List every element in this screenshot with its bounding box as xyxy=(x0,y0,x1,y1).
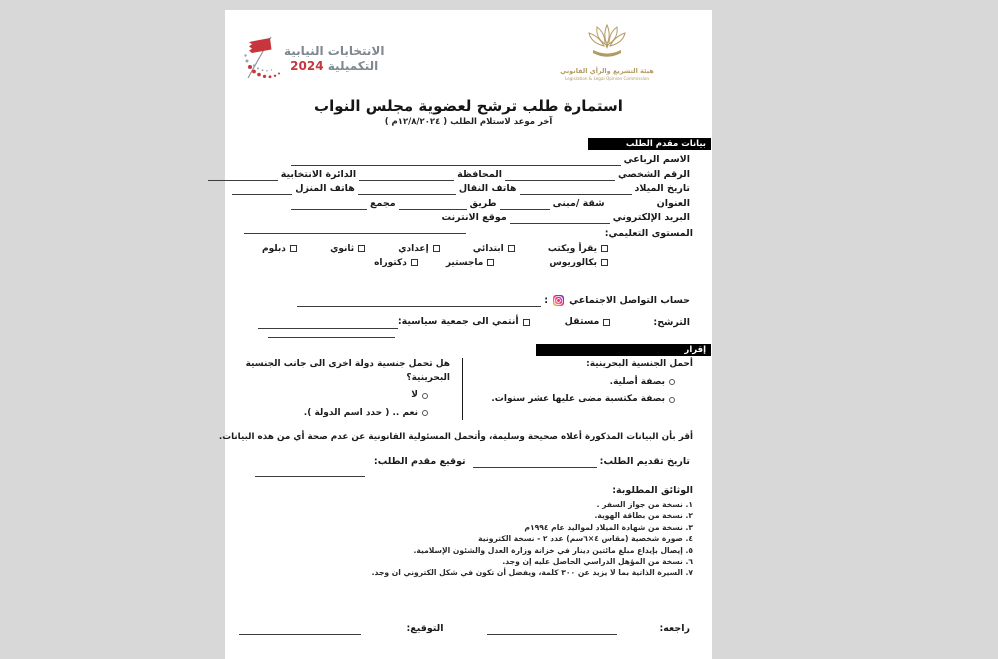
flat-building-input-line[interactable] xyxy=(500,200,550,210)
reviewed-by-label: راجعه: xyxy=(659,623,690,635)
governorate-label: المحافظة xyxy=(457,168,502,180)
social-media-label: حساب التواصل الاجتماعي xyxy=(569,295,690,307)
radio-icon[interactable] xyxy=(669,397,675,403)
party-name-input-line-2[interactable] xyxy=(268,328,395,338)
document-item: ٧. السيرة الذاتية بما لا يزيد عن ٣٠٠ كلمة، ويفضل أن تكون في شكل الكتروني ان وجد. xyxy=(371,568,693,578)
mobile-input-line[interactable] xyxy=(358,185,456,195)
nationality-column xyxy=(462,358,693,420)
nationality-option-original[interactable] xyxy=(471,376,675,390)
applicant-signature-label: توقيع مقدم الطلب: xyxy=(373,456,466,468)
legislation-commission-logo xyxy=(542,22,672,81)
education-option-label: ثانوي xyxy=(330,243,355,254)
row-address xyxy=(240,195,693,209)
radio-icon[interactable] xyxy=(422,410,428,416)
nationality-option-label: بصفة مكتسبة مضى عليها عشر سنوات. xyxy=(491,394,665,404)
declaration-statement: أقر بأن البيانات المذكورة أعلاه صحيحة وسليمة، وأتحمل المسئولية القانونية عن عدم صحة أي من هذه البيانات. xyxy=(218,432,693,442)
commission-name-arabic: هيئة التشريع والرأي القانوني xyxy=(560,67,654,76)
education-option-diploma[interactable] xyxy=(262,244,297,254)
education-option-label: ماجستير xyxy=(445,257,484,268)
candidacy-extra-line-row xyxy=(240,328,693,338)
checkbox-icon[interactable] xyxy=(290,245,297,252)
education-option-label: دكتوراه xyxy=(374,257,407,268)
birth-date-input-line[interactable] xyxy=(520,185,632,195)
form-deadline: آخر موعد لاستلام الطلب ( ١٢/٨/٢٠٢٤م ) xyxy=(384,117,553,127)
bahrain-flag-swoosh-icon xyxy=(241,34,281,84)
nationality-option-acquired[interactable] xyxy=(471,393,675,407)
education-row-1 xyxy=(262,242,608,256)
lotus-book-emblem-icon xyxy=(584,49,630,68)
declaration-columns xyxy=(240,358,693,420)
reviewer-signature-label: التوقيع: xyxy=(406,623,444,635)
education-row-2 xyxy=(240,256,608,270)
document-item: ٥. إيصال بإيداع مبلغ مائتين دينار في خزانة وزارة العدل والشئون الإسلامية. xyxy=(413,545,693,555)
documents-section xyxy=(240,485,693,579)
reviewed-by-input-line[interactable] xyxy=(487,625,617,635)
birth-date-label: تاريخ الميلاد xyxy=(634,183,690,195)
section-header-declaration: إقرار xyxy=(536,344,711,356)
row-full-name xyxy=(240,152,693,166)
email-label: البريد الإلكتروني xyxy=(612,212,690,224)
candidacy-option-independent[interactable] xyxy=(565,317,611,328)
block-input-line[interactable] xyxy=(291,200,367,210)
checkbox-icon[interactable] xyxy=(433,245,440,252)
education-option-label: بكالوريوس xyxy=(549,257,597,268)
education-option-label: ابتدائي xyxy=(472,243,504,254)
dual-option-no[interactable] xyxy=(240,389,428,403)
applicant-fields xyxy=(240,152,693,234)
dual-option-label: لا xyxy=(411,390,418,400)
document-item: ٢. نسخة من بطاقة الهوية. xyxy=(594,511,693,521)
radio-icon[interactable] xyxy=(422,393,428,399)
education-option-primary[interactable] xyxy=(473,244,515,254)
education-label: المستوى التعليمي: xyxy=(604,228,693,239)
checkbox-icon[interactable] xyxy=(603,319,610,326)
personal-number-input-line[interactable] xyxy=(505,171,615,181)
education-option-master[interactable] xyxy=(446,258,495,268)
dual-nationality-column xyxy=(240,358,462,420)
elections-logo-year: 2024 xyxy=(290,59,324,73)
documents-title: الوثائق المطلوبة: xyxy=(612,485,693,496)
applicant-signature-input-line[interactable] xyxy=(255,467,365,477)
form-title: استمارة طلب ترشح لعضوية مجلس النواب xyxy=(314,97,623,115)
applicant-signature-line-row xyxy=(240,467,693,477)
submission-date-label: تاريخ تقديم الطلب: xyxy=(599,456,690,468)
dual-nationality-question: هل تحمل جنسية دولة اخرى الى جانب الجنسية البحرينية؟ xyxy=(245,359,450,383)
section-header-applicant-data: بيانات مقدم الطلب xyxy=(588,138,711,150)
elections-2024-logo xyxy=(241,34,384,84)
education-option-label: دبلوم xyxy=(262,243,286,254)
home-phone-label: هاتف المنزل xyxy=(295,183,355,195)
social-media-input-line[interactable] xyxy=(297,297,541,307)
district-label: الدائرة الانتخابية xyxy=(280,168,357,180)
education-option-doctorate[interactable] xyxy=(374,258,418,268)
checkbox-icon[interactable] xyxy=(523,319,530,326)
email-input-line[interactable] xyxy=(510,214,610,224)
road-input-line[interactable] xyxy=(399,200,467,210)
block-label: مجمع xyxy=(370,197,396,209)
elections-logo-line2: التكميلية 2024 xyxy=(290,59,379,73)
radio-icon[interactable] xyxy=(669,379,675,385)
checkbox-icon[interactable] xyxy=(508,245,515,252)
governorate-input-line[interactable] xyxy=(359,171,454,181)
reviewer-signature-input-line[interactable] xyxy=(239,625,361,635)
education-option-read-write[interactable] xyxy=(548,244,608,254)
party-label: أنتمي الى جمعية سياسية: xyxy=(397,315,519,327)
document-item: ٣. نسخة من شهادة الميلاد لمواليد عام ١٩٩٤م xyxy=(524,522,693,532)
address-label: العنوان xyxy=(656,197,690,209)
checkbox-icon[interactable] xyxy=(358,245,365,252)
checkbox-icon[interactable] xyxy=(601,259,608,266)
full-name-input-line[interactable] xyxy=(291,156,621,166)
row-email xyxy=(240,210,693,224)
education-option-secondary[interactable] xyxy=(330,244,365,254)
home-phone-input-line[interactable] xyxy=(232,185,292,195)
candidacy-form-document xyxy=(218,10,712,659)
district-input-line[interactable] xyxy=(208,171,278,181)
checkbox-icon[interactable] xyxy=(411,259,418,266)
website-label: موقع الانترنت xyxy=(441,212,507,224)
document-item: ١. نسخة من جواز السفر . xyxy=(596,500,693,509)
dual-option-yes[interactable] xyxy=(240,407,428,421)
review-row xyxy=(240,621,693,635)
elections-logo-line1: الانتخابات النيابية xyxy=(284,44,385,58)
nationality-option-label: بصفة أصلية. xyxy=(609,376,665,387)
commission-name-english: Legislation & Legal Opinion Commission xyxy=(564,75,650,81)
independent-label: مستقل xyxy=(564,315,600,327)
road-label: طريق xyxy=(469,197,497,209)
document-item: ٦. نسخة من المؤهل الدراسي الحاصل عليه إن وجد. xyxy=(502,557,693,567)
dual-option-label: نعم .. ( حدد اسم الدولة ). xyxy=(303,407,418,418)
row-birth-date xyxy=(240,181,693,195)
education-option-label: إعدادي xyxy=(398,243,429,254)
mobile-label: هاتف النقال xyxy=(458,183,517,195)
candidacy-option-party[interactable] xyxy=(398,317,530,328)
instagram-icon xyxy=(553,291,564,310)
education-option-preparatory[interactable] xyxy=(398,244,439,254)
checkbox-icon[interactable] xyxy=(487,259,494,266)
elections-logo-text xyxy=(284,44,384,74)
document-item: ٤. صورة شخصية (مقاس ٤×٦سم) عدد ٢ - نسخة الكترونية xyxy=(478,534,693,544)
checkbox-icon[interactable] xyxy=(601,245,608,252)
social-media-row xyxy=(240,293,693,307)
row-personal-number xyxy=(240,166,693,180)
full-name-label: الاسم الرباعي xyxy=(623,154,690,166)
education-option-bachelor[interactable] xyxy=(549,258,608,268)
social-media-colon: : xyxy=(544,295,549,307)
personal-number-label: الرقم الشخصي xyxy=(617,168,690,180)
education-section xyxy=(240,229,693,270)
nationality-label: أحمل الجنسية البحرينية: xyxy=(586,359,693,369)
flat-building-label: شقة /مبنى xyxy=(552,197,605,209)
education-option-label: يقرأ ويكتب xyxy=(547,243,597,254)
candidacy-label: الترشح: xyxy=(653,317,690,329)
